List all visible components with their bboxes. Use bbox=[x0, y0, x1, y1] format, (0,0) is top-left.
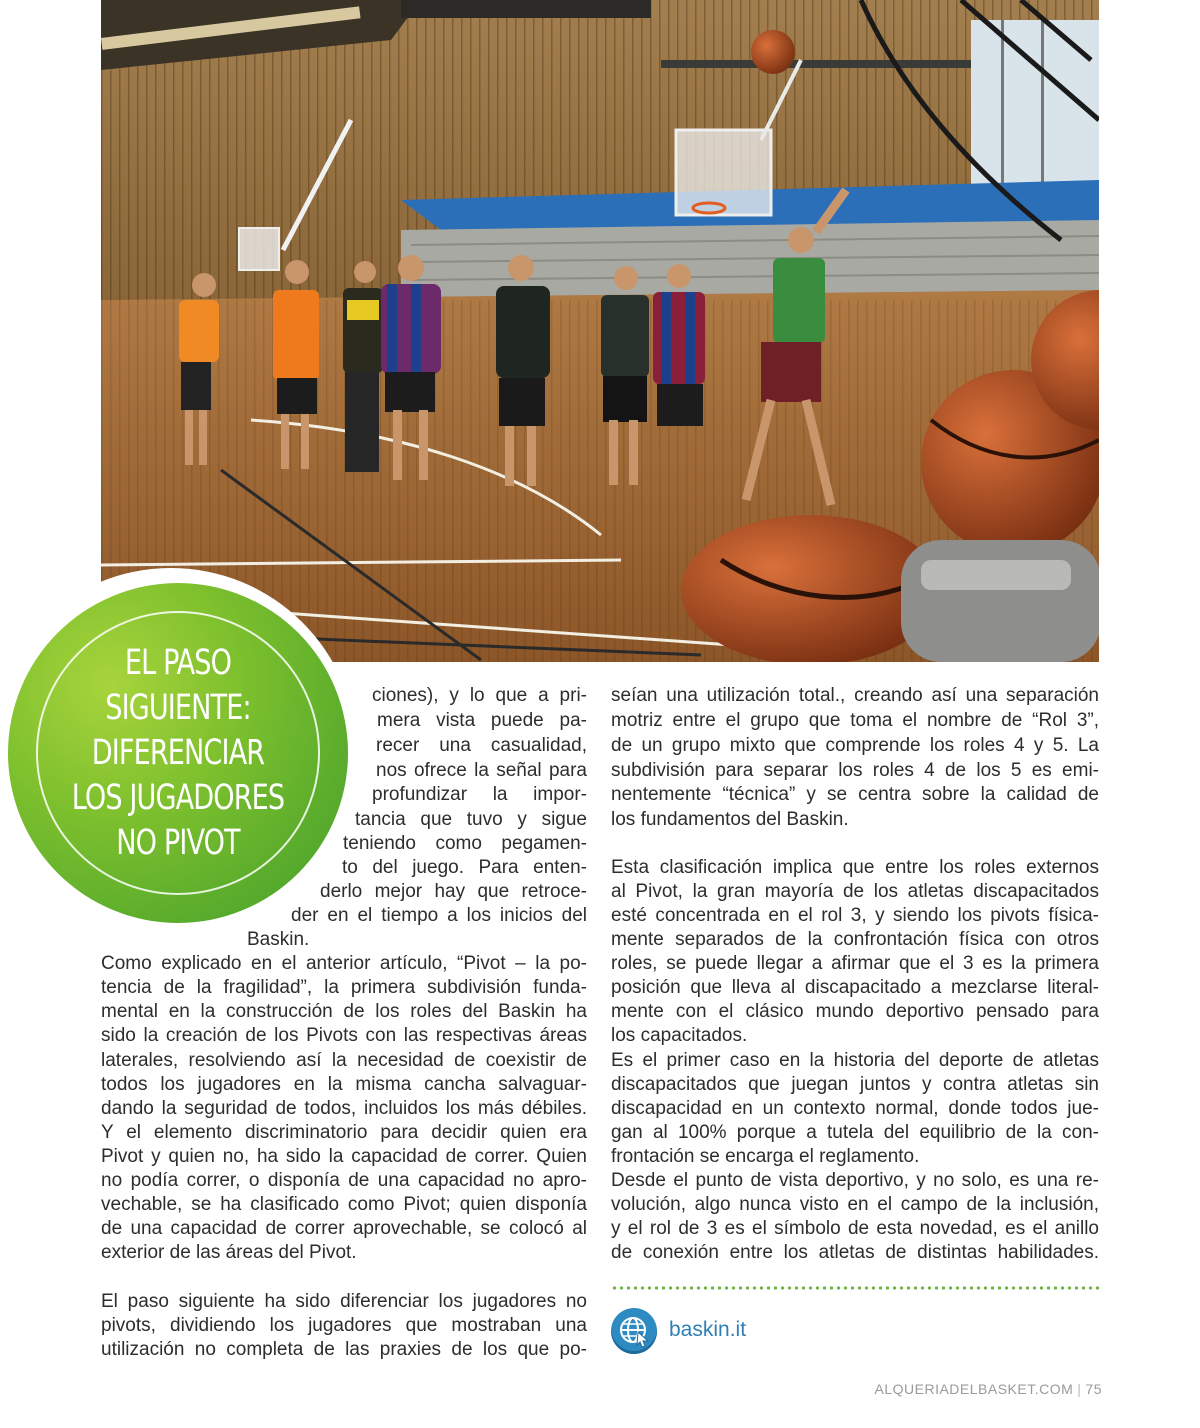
text-line: teniendo como pegamen- bbox=[343, 833, 587, 854]
text-line: der en el tiempo a los inicios del bbox=[291, 905, 587, 926]
text-line: los capacitados. bbox=[611, 1025, 748, 1046]
text-line: de una capacidad de correr aprovechable, se colocó al bbox=[101, 1218, 587, 1239]
text-line: esté concentrada en el rol 3, y siendo los pivots física- bbox=[611, 905, 1099, 926]
text-line: exterior de las áreas del Pivot. bbox=[101, 1242, 357, 1263]
text-line: discapacitados que juegan juntos y contra atletas sin bbox=[611, 1074, 1099, 1095]
text-line: tencia de la fragilidad”, la primera subdivisión funda- bbox=[101, 977, 587, 998]
globe-cursor-icon[interactable] bbox=[611, 1308, 657, 1354]
text-line: gan al 100% porque a tutela del equilibrio de la con- bbox=[611, 1122, 1099, 1143]
text-line: dando la seguridad de todos, incluidos los más débiles. bbox=[101, 1098, 587, 1119]
text-line: sido la creación de los Pivots con las respectivas áreas bbox=[101, 1025, 587, 1046]
text-line: nos ofrece la señal para bbox=[376, 760, 587, 781]
text-line: discapacidad en un contexto normal, donde todos jue- bbox=[611, 1098, 1099, 1119]
callout-title: EL PASO SIGUIENTE: DIFERENCIAR LOS JUGADORES NO PIVOT bbox=[71, 642, 285, 863]
page-footer bbox=[875, 1381, 1103, 1397]
footer-separator: | bbox=[1077, 1381, 1082, 1397]
text-line: Esta clasificación implica que entre los roles externos bbox=[611, 857, 1099, 878]
website-link[interactable]: baskin.it bbox=[669, 1318, 747, 1341]
text-line: El paso siguiente ha sido diferenciar los jugadores no bbox=[101, 1291, 587, 1312]
hero-photo bbox=[101, 0, 1099, 662]
text-line: to del juego. Para enten- bbox=[342, 857, 587, 878]
text-line: pivots, dividiendo los jugadores que mostraban una bbox=[101, 1315, 587, 1336]
text-line: derlo mejor hay que retroce- bbox=[320, 881, 587, 902]
text-line: al Pivot, la gran mayoría de los atletas discapacitados bbox=[611, 881, 1099, 902]
text-line: nentemente “técnica” y se centra sobre la calidad de bbox=[611, 784, 1099, 805]
text-line: subdivisión para separar los roles 4 de los 5 es emi- bbox=[611, 760, 1099, 781]
footer-site: ALQUERIADELBASKET.COM bbox=[874, 1381, 1074, 1397]
text-line: de un grupo mixto que comprende los roles 4 y 5. La bbox=[611, 735, 1099, 756]
dotted-divider bbox=[611, 1286, 1099, 1290]
text-line: mente separados de la confrontación física con otros bbox=[611, 929, 1099, 950]
page-number: 75 bbox=[1085, 1381, 1102, 1397]
text-line: de conexión entre los atletas de distintas habilidades. bbox=[611, 1242, 1099, 1263]
text-line: Es el primer caso en la historia del deporte de atletas bbox=[611, 1050, 1099, 1071]
text-line: vechable, se ha clasificado como Pivot; quien disponía bbox=[101, 1194, 587, 1215]
text-line: posición que lleva al discapacitado a mezclarse literal- bbox=[611, 977, 1099, 998]
text-line: frontación se encarga el reglamento. bbox=[611, 1146, 920, 1167]
text-line: Como explicado en el anterior artículo, “Pivot – la po- bbox=[101, 953, 587, 974]
text-line: volución, algo nunca visto en el campo de la inclusión, bbox=[611, 1194, 1099, 1215]
text-line: los fundamentos del Baskin. bbox=[611, 809, 849, 830]
text-line: motriz entre el grupo que toma el nombre de “Rol 3”, bbox=[611, 710, 1099, 731]
text-line: mental en la construcción de los roles del Baskin ha bbox=[101, 1001, 587, 1022]
text-line: no podía correr, o disponía de una capacidad no apro- bbox=[101, 1170, 587, 1191]
text-line: y el rol de 3 es el símbolo de esta novedad, es el anillo bbox=[611, 1218, 1099, 1239]
text-line: utilización no completa de las praxies de los que po- bbox=[101, 1339, 587, 1360]
text-line: Y el elemento discriminatorio para decidir quien era bbox=[101, 1122, 587, 1143]
text-line: recer una casualidad, bbox=[376, 735, 587, 756]
text-line: Pivot y quien no, ha sido la capacidad de correr. Quien bbox=[101, 1146, 587, 1167]
text-line: seían una utilización total., creando así una separación bbox=[611, 685, 1099, 706]
text-line: tancia que tuvo y sigue bbox=[355, 809, 587, 830]
text-line: profundizar la impor- bbox=[372, 784, 587, 805]
text-line: Desde el punto de vista deportivo, y no solo, es una re- bbox=[611, 1170, 1099, 1191]
text-line: ciones), y lo que a pri- bbox=[372, 685, 587, 706]
text-line: laterales, resolviendo así la necesidad de coexistir de bbox=[101, 1050, 587, 1071]
text-line: mera vista puede pa- bbox=[377, 710, 587, 731]
text-line: roles, se puede llegar a afirmar que el 3 es la primera bbox=[611, 953, 1099, 974]
basketball-court-scene bbox=[101, 0, 1099, 662]
text-line: todos los jugadores en la misma cancha salvaguar- bbox=[101, 1074, 587, 1095]
text-line: mente con el clásico mundo deportivo pensado para bbox=[611, 1001, 1099, 1022]
text-line: Baskin. bbox=[247, 929, 310, 950]
